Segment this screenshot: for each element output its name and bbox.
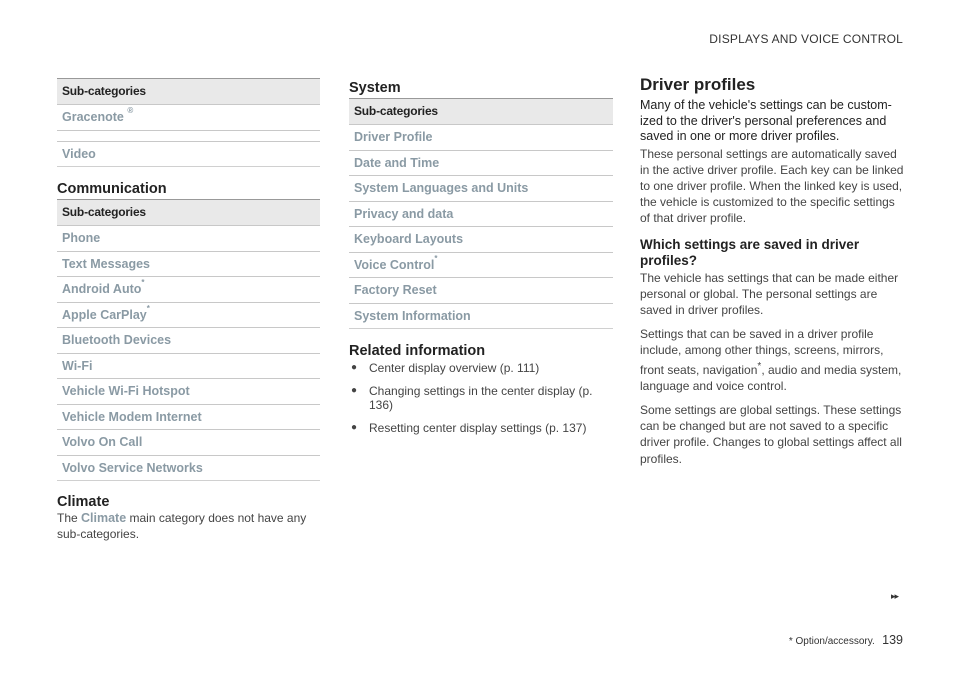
climate-description: The Climate main category does not have any sub-categories.	[57, 511, 307, 542]
table-row: Vehicle Modem Internet	[57, 404, 320, 430]
table-row: Factory Reset	[349, 277, 613, 303]
body-paragraph: Settings that can be saved in a driver profile include, among other things, screens, mirrors, front seats, navigation*, audio and media system, language and voice control.	[640, 327, 902, 393]
table-row	[57, 130, 320, 141]
bullet-icon: ●	[351, 362, 358, 373]
section-title-climate: Climate	[57, 494, 110, 510]
table-row: Volvo Service Networks	[57, 455, 320, 481]
body-paragraph: These personal settings are automatically saved in the active driver profile. Each key can be linked to one driver profile. When the linked key is used, the vehicle is customized to the specific settings of that driver profile.	[640, 146, 904, 226]
subcategory-table-system	[349, 98, 613, 329]
column-middle	[349, 78, 613, 443]
running-header: DISPLAYS AND VOICE CONTROL	[709, 32, 903, 46]
footnote: * Option/accessory.	[788, 636, 875, 647]
table-row: Date and Time	[349, 150, 613, 176]
column-left	[57, 78, 320, 548]
table-header: Sub-categories	[57, 199, 320, 225]
column-right	[640, 74, 905, 473]
table-row: Wi-Fi	[57, 353, 320, 379]
section-title-related-information: Related information	[349, 343, 486, 359]
table-header: Sub-categories	[349, 98, 613, 124]
bullet-icon: ●	[351, 384, 358, 396]
bullet-icon: ●	[351, 421, 358, 433]
related-link[interactable]: ● Changing settings in the center display (p. 136)	[351, 383, 593, 412]
table-header: Sub-categories	[57, 78, 320, 104]
table-row: Volvo On Call	[57, 429, 320, 455]
intro-paragraph: Many of the vehicle's settings can be custom-ized to the driver's personal preferences and saved in one or more driver profiles.	[640, 98, 892, 143]
table-row: System Languages and Units	[349, 175, 613, 201]
subcategory-table-media	[57, 78, 320, 167]
table-row: Android Auto*	[57, 276, 320, 302]
continue-arrows-icon: ▸▸	[890, 591, 898, 601]
table-row: Video	[57, 141, 320, 167]
table-row: Voice Control*	[349, 252, 613, 278]
subsection-title: Which settings are saved in driver profiles?	[640, 236, 860, 268]
page-title: Driver profiles	[640, 75, 756, 94]
section-title-communication: Communication	[57, 181, 167, 197]
body-paragraph: The vehicle has settings that can be made either personal or global. The personal settings are saved in driver profiles.	[640, 270, 899, 317]
subcategory-table-communication	[57, 199, 320, 481]
table-row: Apple CarPlay*	[57, 302, 320, 328]
page-footer	[789, 633, 903, 647]
section-title-system: System	[349, 80, 401, 96]
table-row: Phone	[57, 225, 320, 251]
table-row: Privacy and data	[349, 201, 613, 227]
body-paragraph: Some settings are global settings. These settings can be changed but are not saved to a specific driver profile. Changes to global settings affect all profiles.	[640, 402, 902, 466]
page-number: 139	[882, 633, 903, 647]
related-link[interactable]: ● Center display overview (p. 111)	[351, 361, 540, 375]
table-row: Driver Profile	[349, 124, 613, 150]
related-link[interactable]: ● Resetting center display settings (p. 137)	[351, 420, 587, 435]
table-row: Keyboard Layouts	[349, 226, 613, 252]
table-row: System Information	[349, 303, 613, 329]
table-row: Text Messages	[57, 251, 320, 277]
related-links-list	[349, 361, 613, 435]
table-row: Gracenote ®	[57, 104, 320, 130]
table-row: Bluetooth Devices	[57, 327, 320, 353]
table-row: Vehicle Wi-Fi Hotspot	[57, 378, 320, 404]
